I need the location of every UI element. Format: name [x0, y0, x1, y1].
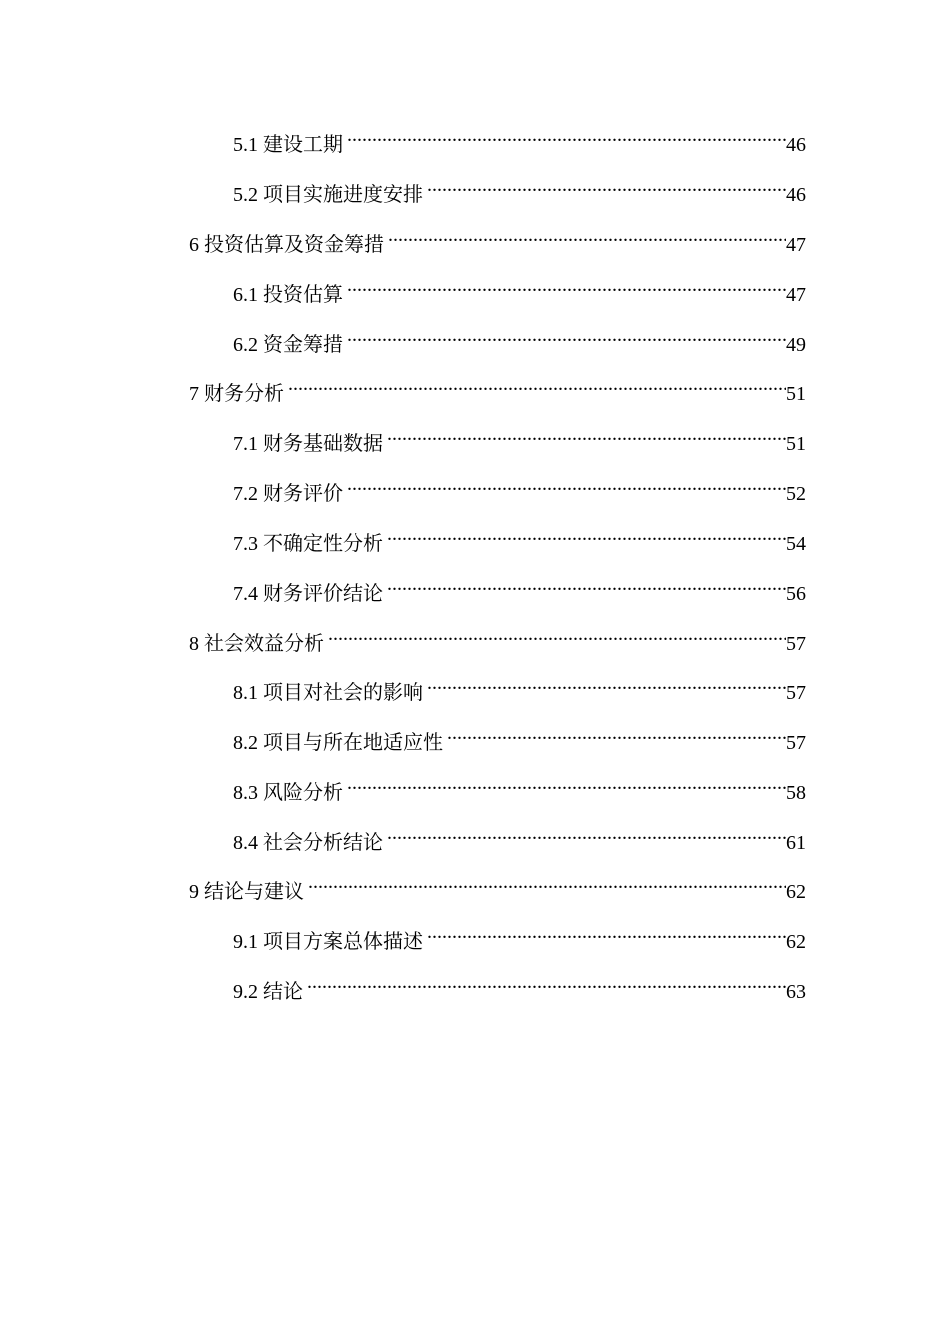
toc-dot-leader — [427, 669, 786, 699]
toc-dot-leader — [387, 420, 786, 450]
toc-entry-9-2[interactable] — [233, 968, 806, 1003]
toc-dot-leader — [427, 171, 786, 201]
toc-page-number: 57 — [786, 732, 806, 754]
toc-dot-leader — [387, 520, 786, 550]
toc-page-number: 61 — [786, 832, 806, 854]
toc-dot-leader — [347, 321, 786, 351]
toc-page-number: 49 — [786, 334, 806, 356]
toc-entry-title: 7.3 不确定性分析 — [233, 533, 383, 555]
toc-entry-title: 9.1 项目方案总体描述 — [233, 931, 423, 953]
toc-page-number: 47 — [786, 284, 806, 306]
toc-entry-title: 9 结论与建议 — [189, 881, 304, 903]
toc-entry-8[interactable] — [189, 620, 806, 655]
toc-page-number: 57 — [786, 682, 806, 704]
toc-entry-title: 7.1 财务基础数据 — [233, 433, 383, 455]
toc-entry-7-3[interactable] — [233, 520, 806, 555]
toc-dot-leader — [347, 769, 786, 799]
toc-page-number: 47 — [786, 234, 806, 256]
toc-entry-9-1[interactable] — [233, 918, 806, 953]
toc-dot-leader — [308, 868, 786, 898]
toc-entry-title: 7.4 财务评价结论 — [233, 583, 383, 605]
toc-entry-title: 8.3 风险分析 — [233, 782, 343, 804]
toc-entry-5-1[interactable] — [233, 121, 806, 156]
toc-entry-9[interactable] — [189, 868, 806, 903]
toc-entry-7-1[interactable] — [233, 420, 806, 455]
toc-entry-6-2[interactable] — [233, 321, 806, 356]
toc-page-number: 54 — [786, 533, 806, 555]
toc-entry-title: 8 社会效益分析 — [189, 633, 324, 655]
toc-dot-leader — [347, 271, 786, 301]
toc-entry-title: 7.2 财务评价 — [233, 483, 343, 505]
toc-dot-leader — [427, 918, 786, 948]
toc-entry-7[interactable] — [189, 370, 806, 405]
toc-entry-8-3[interactable] — [233, 769, 806, 804]
toc-page-number: 57 — [786, 633, 806, 655]
toc-entry-8-2[interactable] — [233, 719, 806, 754]
toc-dot-leader — [388, 221, 786, 251]
toc-entry-title: 8.2 项目与所在地适应性 — [233, 732, 443, 754]
toc-page-number: 63 — [786, 981, 806, 1003]
toc-page-number: 46 — [786, 134, 806, 156]
toc-entry-6[interactable] — [189, 221, 806, 256]
toc-entry-title: 9.2 结论 — [233, 981, 303, 1003]
toc-entry-title: 5.2 项目实施进度安排 — [233, 184, 423, 206]
toc-entry-8-1[interactable] — [233, 669, 806, 704]
toc-dot-leader — [387, 819, 786, 849]
toc-entry-title: 6 投资估算及资金筹措 — [189, 234, 384, 256]
toc-entry-8-4[interactable] — [233, 819, 806, 854]
toc-entry-5-2[interactable] — [233, 171, 806, 206]
toc-page-number: 51 — [786, 383, 806, 405]
toc-entry-7-2[interactable] — [233, 470, 806, 505]
toc-page-number: 62 — [786, 931, 806, 953]
toc-page-number: 51 — [786, 433, 806, 455]
toc-page-number: 56 — [786, 583, 806, 605]
toc-entry-title: 6.1 投资估算 — [233, 284, 343, 306]
toc-dot-leader — [288, 370, 786, 400]
toc-dot-leader — [347, 470, 786, 500]
toc-page-number: 58 — [786, 782, 806, 804]
toc-dot-leader — [328, 620, 786, 650]
toc-entry-7-4[interactable] — [233, 570, 806, 605]
toc-page-number: 46 — [786, 184, 806, 206]
toc-dot-leader — [387, 570, 786, 600]
toc-page-number: 52 — [786, 483, 806, 505]
toc-dot-leader — [307, 968, 786, 998]
toc-entry-title: 6.2 资金筹措 — [233, 334, 343, 356]
toc-entry-title: 7 财务分析 — [189, 383, 284, 405]
toc-page-number: 62 — [786, 881, 806, 903]
toc-entry-title: 5.1 建设工期 — [233, 134, 343, 156]
toc-entry-6-1[interactable] — [233, 271, 806, 306]
toc-dot-leader — [347, 121, 786, 151]
toc-entry-title: 8.1 项目对社会的影响 — [233, 682, 423, 704]
toc-dot-leader — [447, 719, 786, 749]
toc-entry-title: 8.4 社会分析结论 — [233, 832, 383, 854]
